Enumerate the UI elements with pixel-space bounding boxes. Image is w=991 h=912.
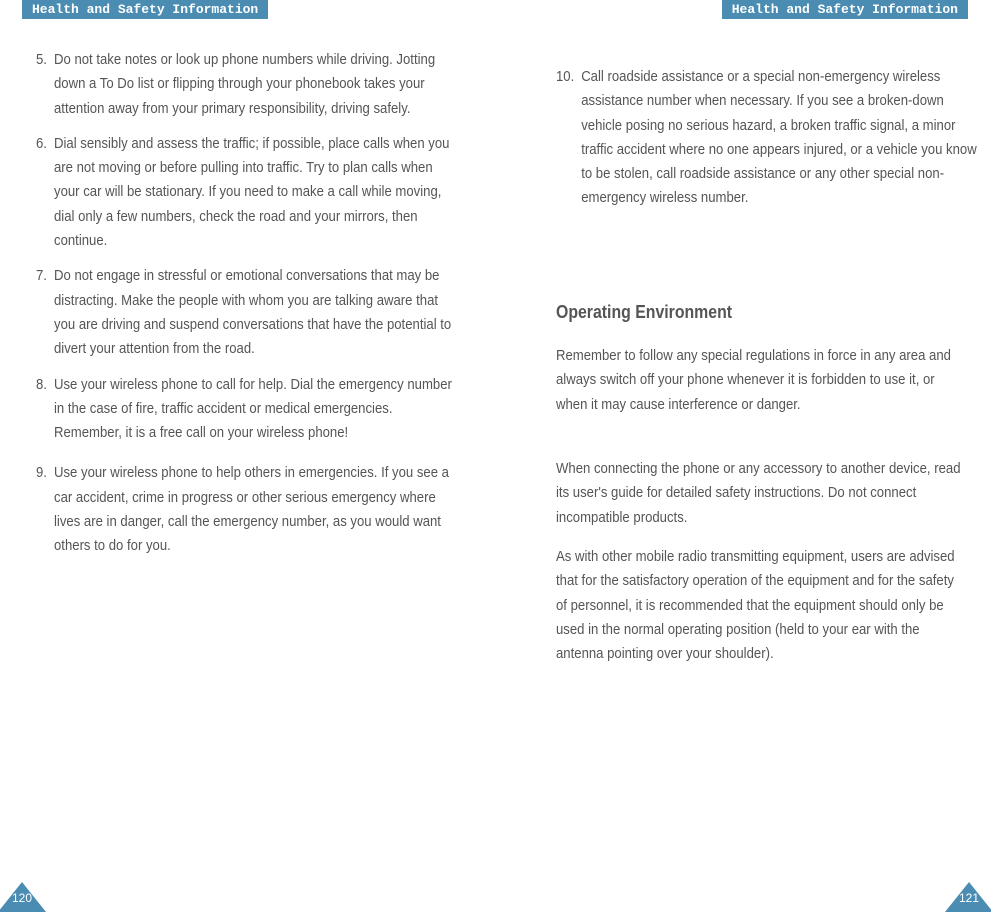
item-number: 7. xyxy=(36,268,47,285)
right-page xyxy=(496,0,991,912)
item-text: Call roadside assistance or a special non-emergency wireless assistance number when necessary. If you see a broken-down vehicle posing no serious hazard, a broken traffic signal, a minor traffic accident where no one appears injured, or a vehicle you know to be stolen, call roadside assistance or any other special non-emergency wireless number. xyxy=(581,69,977,207)
item-text: Do not take notes or look up phone numbers while driving. Jotting down a To Do list or flipping through your phonebook takes your attention away from your primary responsibility, driving safely. xyxy=(54,52,436,117)
safety-tips-list xyxy=(36,48,452,570)
list-item xyxy=(36,373,459,446)
left-page xyxy=(0,0,495,912)
list-item xyxy=(36,132,459,253)
item-text: Use your wireless phone to call for help. Dial the emergency number in the case of fire, traffic accident or medical emergencies. Remember, it is a free call on your wireless phone! xyxy=(54,376,452,442)
section-header-tab: Health and Safety Information xyxy=(22,0,268,19)
item-text: Use your wireless phone to help others in emergencies. If you see a car accident, crime in progress or other serious emergency where lives are in danger, call the emergency number, as you would want others to do for you. xyxy=(54,465,449,555)
item-number: 6. xyxy=(36,135,47,152)
page-number: 121 xyxy=(958,891,980,905)
safety-tips-list xyxy=(556,65,977,222)
list-item xyxy=(36,264,459,361)
section-title: Operating Environment xyxy=(556,302,733,322)
list-item xyxy=(36,48,459,121)
paragraph: As with other mobile radio transmitting equipment, users are advised that for the satisfactory operation of the equipment and for the safety of personnel, it is recommended that the equipment should only be used in the normal operating position (held to your ear with the antenna pointing over your shoulder). xyxy=(556,549,955,663)
page-number: 120 xyxy=(11,891,33,905)
item-text: Do not engage in stressful or emotional conversations that may be distracting. Make the people with whom you are talking aware that you are driving and suspend conversations that have the potential to divert your attention from the road. xyxy=(54,268,452,358)
list-item xyxy=(556,65,977,211)
paragraph: Remember to follow any special regulations in force in any area and always switch off your phone whenever it is forbidden to use it, or when it may cause interference or danger. xyxy=(556,348,951,413)
section-header-tab: Health and Safety Information xyxy=(722,0,968,19)
paragraph: When connecting the phone or any accessory to another device, read its user's guide for detailed safety instructions. Do not connect incompatible products. xyxy=(556,461,961,526)
item-number: 5. xyxy=(36,52,47,68)
item-number: 10. xyxy=(556,69,575,85)
item-text: Dial sensibly and assess the traffic; if possible, place calls when you are not moving or before pulling into traffic. Try to plan calls when your car will be stationary. If you need to make a call while moving, dial only a few numbers, check the road and your mirrors, then continue. xyxy=(54,135,450,250)
item-number: 9. xyxy=(36,465,47,482)
list-item xyxy=(36,461,459,558)
item-number: 8. xyxy=(36,376,47,393)
